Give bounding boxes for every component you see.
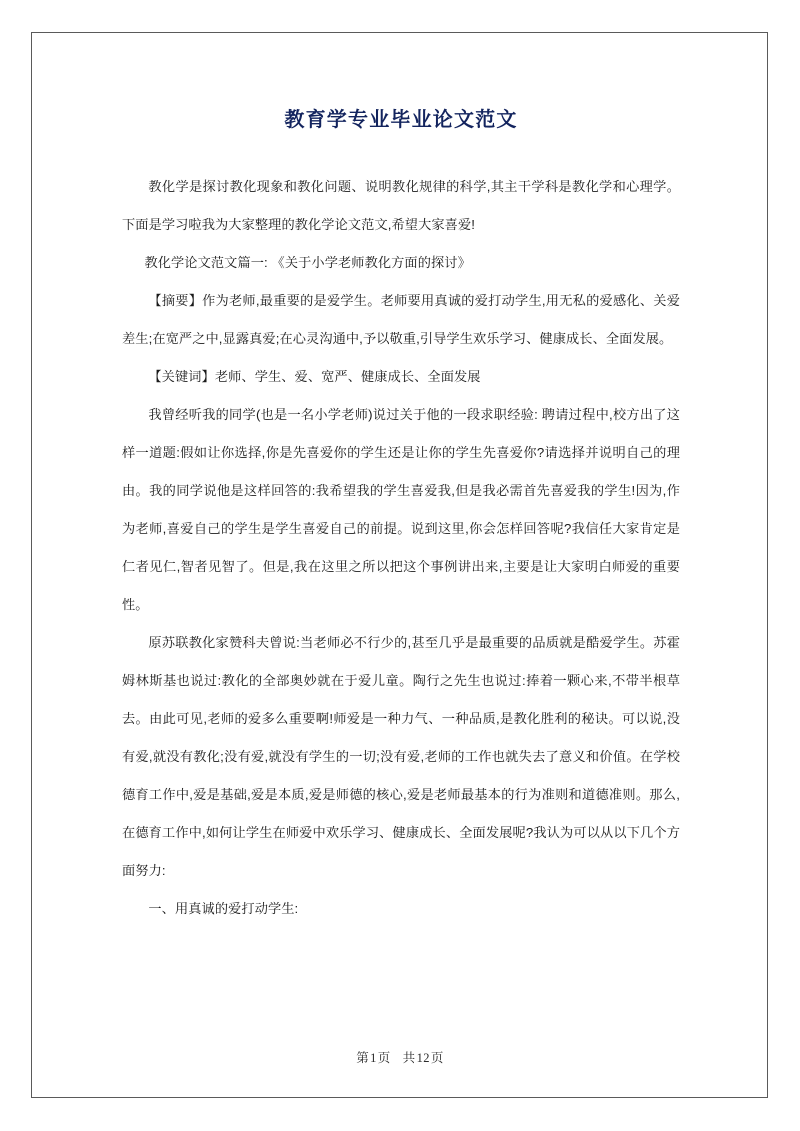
footer-page-unit: 页 <box>377 1051 391 1065</box>
footer-total-pages: 12 <box>416 1051 430 1065</box>
page-footer <box>0 1048 800 1066</box>
document-content <box>122 80 680 928</box>
footer-current-page: 1 <box>370 1051 377 1065</box>
paragraph-abstract: 【摘要】作为老师,最重要的是爱学生。老师要用真诚的爱打动学生,用无私的爱感化、关爱差生;在宽严之中,显露真爱;在心灵沟通中,予以敬重,引导学生欢乐学习、健康成长、全面发展。 <box>122 293 680 346</box>
footer-page-prefix: 第 <box>356 1051 370 1065</box>
page-title: 教育学专业毕业论文范文 <box>284 109 518 131</box>
paragraph-body-1: 我曾经听我的同学(也是一名小学老师)说过关于他的一段求职经验: 聘请过程中,校方出了这样一道题:假如让你选择,你是先喜爱你的学生还是让你的学生先喜爱你?请选择并说明自己的理由。我的同学说他是这样回答的:我希望我的学生喜爱我,但是我必需首先喜爱我的学生!因为,作为老师,喜爱自己的学生是学生喜爱自己的前提。说到这里,你会怎样回答呢?我信任大家肯定是仁者见仁,智者见智了。但是,我在这里之所以把这个事例讲出来,主要是让大家明白师爱的重要性。 <box>122 407 680 612</box>
title-spacer <box>122 134 680 168</box>
footer-total-unit: 页 <box>430 1051 444 1065</box>
footer-total-prefix: 共 <box>402 1051 416 1065</box>
paragraph-section-heading-1: 教化学论文范文篇一: 《关于小学老师教化方面的探讨》 <box>144 255 471 270</box>
paragraph-subheading-1: 一、用真诚的爱打动学生: <box>148 901 299 916</box>
paragraph-intro: 教化学是探讨教化现象和教化问题、说明教化规律的科学,其主干学科是教化学和心理学。下面是学习啦我为大家整理的教化学论文范文,希望大家喜爱! <box>122 179 680 232</box>
paragraph-keywords: 【关键词】老师、学生、爱、宽严、健康成长、全面发展 <box>148 369 481 384</box>
paragraph-body-2: 原苏联教化家赞科夫曾说:当老师必不行少的,甚至几乎是最重要的品质就是酷爱学生。苏霍姆林斯基也说过:教化的全部奥妙就在于爱儿童。陶行之先生也说过:捧着一颗心来,不带半根草去。由此可见,老师的爱多么重要啊!师爱是一种力气、一种品质,是教化胜利的秘诀。可以说,没有爱,就没有教化;没有爱,就没有学生的一切;没有爱,老师的工作也就失去了意义和价值。在学校德育工作中,爱是基础,爱是本质,爱是师德的核心,爱是老师最基本的行为准则和道德准则。那么,在德育工作中,如何让学生在师爱中欢乐学习、健康成长、全面发展呢?我认为可以从以下几个方面努力: <box>122 635 680 878</box>
